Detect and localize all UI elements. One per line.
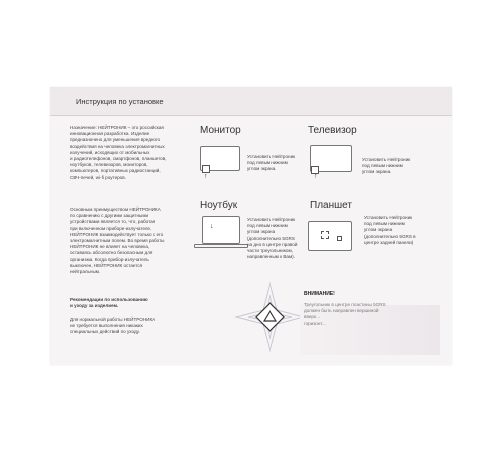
neutronik-marker	[321, 231, 329, 239]
care-text: Для нормальной работы НЕЙТРОНИКА не требуется выполнения никаких специальных действий по уходу.	[70, 317, 156, 335]
tablet-illustration	[308, 221, 352, 251]
tablet-text: Установить Нейтроник под левым нижним углом экрана (дополнительно 5GRS в центре задней панели)	[364, 215, 416, 245]
care-title: Рекомендации по использованию и уходу за изделием.	[70, 297, 148, 309]
page-title: Инструкция по установке	[76, 97, 164, 106]
purpose-text: Назначение: НЕЙТРОНИК – это российская инновационная разработка. Изделие предназначено для уменьшения вредного воздействия на человека электромагнитных излучений, исходящих от мобильных и радиотелефонов, смартфонов, планшетов, ноутбуков, телевизоров, мониторов, компьютеров, портативных радиостанций, СВЧ-печей, wi-fi роутеров.	[70, 125, 167, 180]
tablet-label: Планшет	[310, 200, 352, 211]
laptop-text: Установить Нейтроник под левым нижним углом экрана (дополнительно 5GRS на дно в центре правой части треугольником, направленным к Вам).	[247, 217, 298, 260]
arrow-up-icon: ↑	[204, 173, 208, 180]
card-header	[50, 87, 452, 116]
tablet-camera-icon	[337, 236, 342, 241]
monitor-label: Монитор	[200, 125, 241, 136]
notice-title: ВНИМАНИЕ!	[304, 291, 335, 297]
arrow-down-icon: ↓	[210, 223, 214, 230]
laptop-base-illustration	[194, 244, 248, 248]
neutronik-marker	[202, 165, 210, 173]
tv-label: Телевизор	[308, 125, 357, 136]
laptop-screen-illustration	[202, 216, 240, 244]
laptop-label: Ноутбук	[200, 200, 238, 211]
neutronik-emblem-icon	[233, 280, 307, 354]
monitor-text: Установить Нейтроник под левым нижним углом экрана.	[247, 154, 296, 172]
advantages-text: Основным преимуществом НЕЙТРОНИКА по сравнению с другими защитными устройствами является то, что, работая при включенном приборе-излучателе, НЕЙТРОНИК взаимодействует только с его электромагнитным полем. Во время работы НЕЙТРОНИК не влияет на человека, оставаясь абсолютно безопасным для организма. Когда прибор-излучатель выключен, НЕЙТРОНИК остается нейтральным.	[70, 207, 165, 275]
tv-text: Установить Нейтроник под левым нижним углом экрана.	[362, 157, 411, 175]
notice-text: Треугольник в центре пластины 5GRS должен быть направлен вершиной вверх... горизонт...	[304, 302, 386, 326]
arrow-up-icon: ↑	[314, 173, 318, 180]
instruction-card	[50, 87, 452, 365]
